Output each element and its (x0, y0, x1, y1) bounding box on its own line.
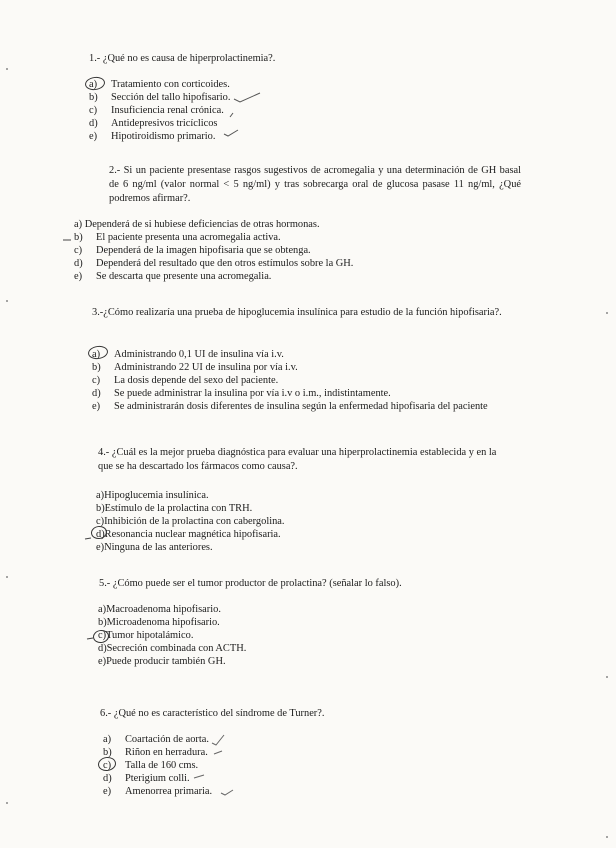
option-3d: d) Se puede administrar la insulina por vía i.v o i.m., indistintamente. (92, 388, 391, 400)
question-3-options (92, 348, 512, 413)
option-2c: c) Dependerá de la imagen hipofisaria que se obtenga. (74, 245, 311, 257)
question-5-options (98, 603, 518, 668)
tick-mark-icon (210, 733, 226, 747)
tick-mark-icon (192, 773, 206, 781)
dash-mark-icon (84, 536, 92, 542)
option-5e: e) Puede producir también GH. (98, 656, 226, 668)
option-4d: d) Resonancia nuclear magnética hipofisaria. (96, 529, 281, 541)
option-1a: a) Tratamiento con corticoides. (89, 79, 230, 90)
scan-speck (606, 676, 608, 678)
question-2-stem: 2.- Si un paciente presentase rasgos sugestivos de acromegalia y una determinación de GH basal de 6 ng/ml (valor normal < 5 ng/ml) y tras sobrecarga oral de glucosa pasase 11 ng/ml, ¿Qué podremos afirmar?. (109, 165, 521, 204)
dash-mark-icon (86, 636, 94, 642)
option-1e: e) Hipotiroidismo primario. (89, 131, 216, 143)
option-4b: b) Estímulo de la prolactina con TRH. (96, 503, 253, 515)
question-5-stem: 5.- ¿Cómo puede ser el tumor productor de prolactina? (señalar lo falso). (99, 578, 402, 589)
option-2b: b) El paciente presenta una acromegalia activa. (74, 232, 281, 244)
option-5d: d) Secreción combinada con ACTH. (98, 643, 247, 655)
question-2 (109, 164, 521, 206)
scan-speck (6, 576, 8, 578)
option-5c: c) Tumor hipotalámico. (98, 630, 194, 642)
question-4 (98, 446, 514, 474)
option-1c: c) Insuficiencia renal crónica. (89, 105, 224, 117)
option-6c: c) Talla de 160 cms. (103, 760, 199, 772)
tick-mark-icon (228, 107, 238, 121)
option-4e: e) Ninguna de las anteriores. (96, 542, 213, 554)
scan-speck (6, 300, 8, 302)
option-6d: d) Pterigium colli. (103, 773, 190, 785)
question-2-options (74, 218, 494, 283)
question-1-options (89, 78, 509, 143)
question-5 (99, 577, 519, 591)
scan-speck (6, 802, 8, 804)
dash-mark-icon (62, 236, 72, 244)
question-6-stem: 6.- ¿Qué no es característico del síndrome de Turner?. (100, 708, 325, 719)
option-6e: e) Amenorrea primaria. (103, 786, 213, 798)
option-2a: a) Dependerá de si hubiese deficiencias de otras hormonas. (74, 219, 320, 230)
tick-mark-icon (212, 748, 224, 758)
question-1 (89, 52, 509, 143)
option-1b: b) Sección del tallo hipofisario. (89, 92, 231, 104)
question-3-stem: 3.-¿Cómo realizaría una prueba de hipoglucemia insulínica para estudio de la función hipofisaria?. (92, 307, 502, 318)
option-6b: b) Riñon en herradura. (103, 747, 208, 759)
question-4-stem: 4.- ¿Cuál es la mejor prueba diagnóstica para evaluar una hiperprolactinemia establecida y en la que se ha descartado los fármacos como causa?. (98, 447, 497, 472)
option-6a: a) Coartación de aorta. (103, 734, 209, 745)
question-6-options (103, 733, 523, 798)
option-2d: d) Dependerá del resultado que den otros estímulos sobre la GH. (74, 258, 354, 270)
option-3b: b) Administrando 22 UI de insulina por vía i.v. (92, 362, 298, 374)
scan-speck (606, 312, 608, 314)
tick-mark-icon (232, 91, 262, 105)
question-3 (92, 306, 512, 320)
scan-speck (6, 68, 8, 70)
question-1-stem: 1.- ¿Qué no es causa de hiperprolactinemia?. (89, 53, 276, 64)
option-3c: c) La dosis depende del sexo del paciente. (92, 375, 279, 387)
tick-mark-icon (222, 128, 240, 138)
option-4a: a) Hipoglucemia insulínica. (96, 490, 209, 501)
option-5b: b) Microadenoma hipofisario. (98, 617, 220, 629)
option-3a: a) Administrando 0,1 UI de insulina vía i.v. (92, 349, 284, 360)
tick-mark-icon (219, 787, 235, 797)
question-4-options (96, 489, 516, 554)
option-4c: c) Inhibición de la prolactina con cabergolina. (96, 516, 285, 528)
option-2e: e) Se descarta que presente una acromegalia. (74, 271, 272, 283)
scan-speck (606, 836, 608, 838)
option-3e: e) Se administrarán dosis diferentes de insulina según la enfermedad hipofisaria del paciente (92, 401, 488, 413)
question-6 (100, 707, 520, 721)
option-1d: d) Antidepresivos tricíclicos (89, 118, 218, 130)
option-5a: a) Macroadenoma hipofisario. (98, 604, 221, 615)
